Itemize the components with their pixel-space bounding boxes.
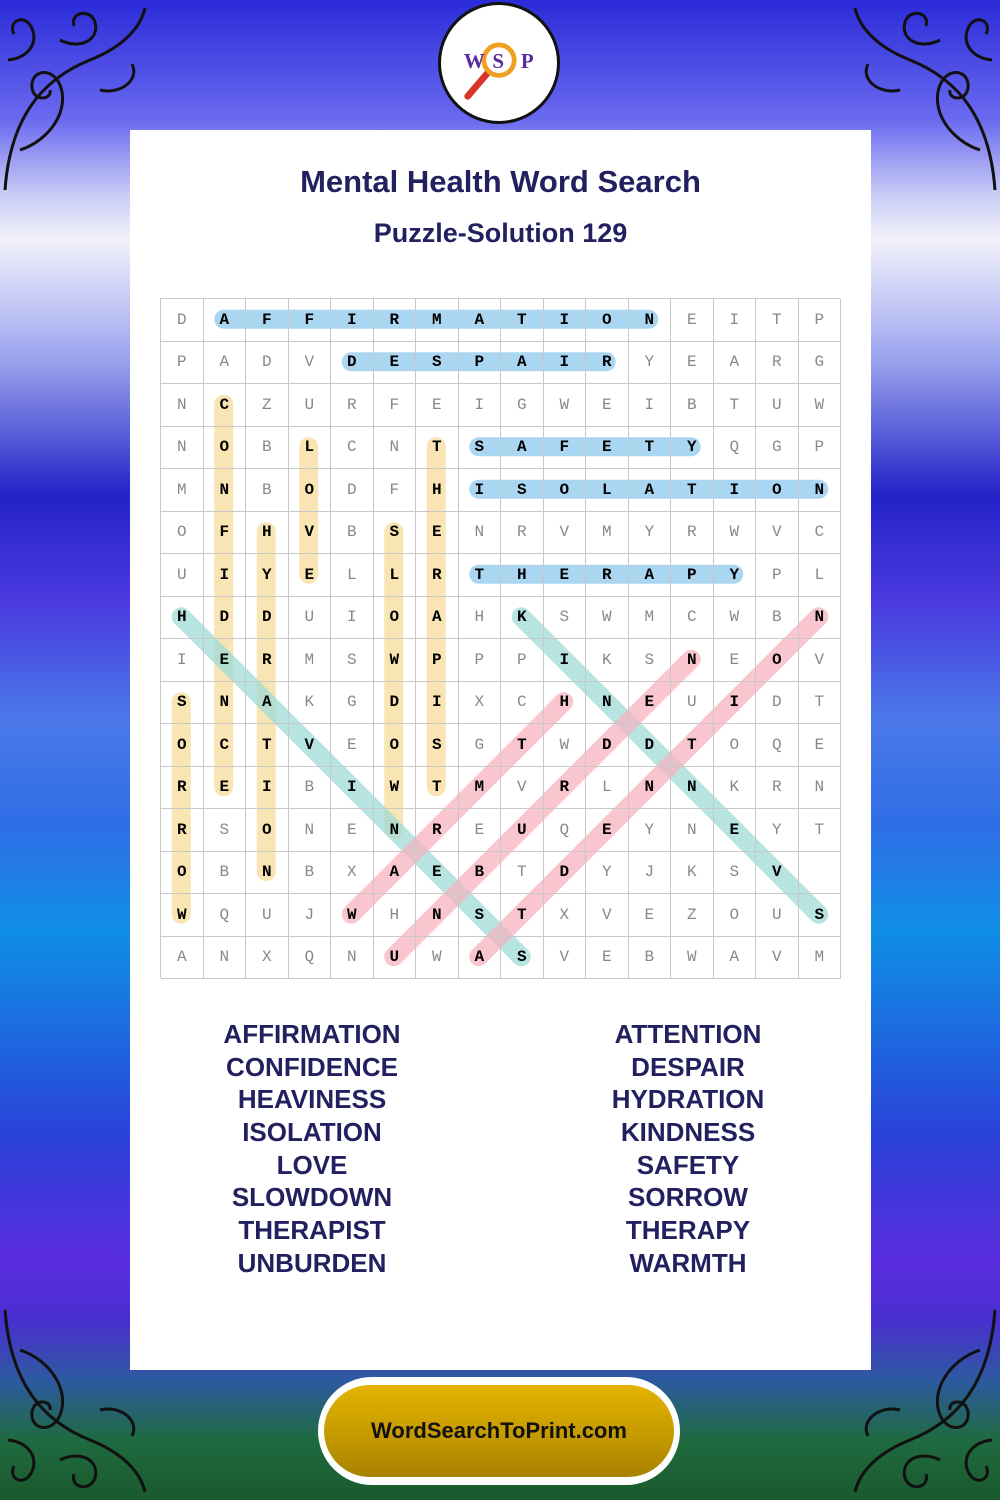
grid-cell[interactable]: I xyxy=(459,384,502,427)
grid-cell[interactable]: E xyxy=(416,384,459,427)
grid-cell[interactable]: F xyxy=(374,384,417,427)
grid-cell[interactable]: S xyxy=(416,724,459,767)
grid-cell[interactable]: S xyxy=(459,894,502,937)
grid-cell[interactable]: Y xyxy=(714,554,757,597)
grid-cell[interactable]: N xyxy=(161,427,204,470)
grid-cell[interactable]: D xyxy=(544,852,587,895)
grid-cell[interactable]: S xyxy=(204,809,247,852)
grid-cell[interactable]: P xyxy=(459,639,502,682)
grid-cell[interactable]: E xyxy=(331,724,374,767)
ornament-top-left xyxy=(0,0,150,200)
grid-cell[interactable]: F xyxy=(204,512,247,555)
grid-cell[interactable]: R xyxy=(586,342,629,385)
grid-cell[interactable]: S xyxy=(459,427,502,470)
word-item: HEAVINESS xyxy=(237,1084,387,1115)
grid-cell[interactable]: Y xyxy=(629,512,672,555)
grid-cell[interactable]: K xyxy=(671,852,714,895)
grid-cell[interactable]: R xyxy=(161,767,204,810)
grid-cell[interactable]: E xyxy=(416,512,459,555)
grid-cell[interactable]: T xyxy=(799,809,842,852)
grid-cell[interactable]: A xyxy=(629,469,672,512)
grid-cell[interactable]: K xyxy=(501,597,544,640)
grid-cell[interactable]: L xyxy=(331,554,374,597)
word-item: SAFETY xyxy=(636,1149,740,1180)
grid-cell[interactable]: D xyxy=(161,299,204,342)
grid-cell[interactable]: R xyxy=(586,554,629,597)
grid-cell[interactable]: T xyxy=(799,682,842,725)
grid-cell[interactable]: S xyxy=(799,894,842,937)
grid-cell[interactable]: E xyxy=(799,724,842,767)
grid-cell[interactable]: V xyxy=(799,639,842,682)
grid-cell[interactable]: A xyxy=(501,342,544,385)
word-item: THERAPIST xyxy=(238,1215,386,1246)
word-item: HYDRATION xyxy=(611,1084,765,1115)
grid-cell[interactable]: E xyxy=(204,639,247,682)
grid-cell[interactable]: N xyxy=(629,299,672,342)
grid-cell[interactable]: V xyxy=(756,852,799,895)
grid-cell[interactable]: U xyxy=(289,597,332,640)
grid-cell[interactable]: L xyxy=(289,427,332,470)
grid-cell[interactable]: N xyxy=(799,469,842,512)
grid-cell[interactable]: E xyxy=(629,682,672,725)
puzzle-panel xyxy=(130,130,871,1370)
grid-cell[interactable]: O xyxy=(714,894,757,937)
grid-cell[interactable]: O xyxy=(161,724,204,767)
grid-cell[interactable]: A xyxy=(459,299,502,342)
grid-cell[interactable]: H xyxy=(374,894,417,937)
grid-cell[interactable]: A xyxy=(246,682,289,725)
logo-letter-p: P xyxy=(520,48,534,73)
grid-cell[interactable]: P xyxy=(459,342,502,385)
grid-cell[interactable]: Q xyxy=(289,937,332,980)
grid-cell[interactable]: S xyxy=(629,639,672,682)
ornament-top-right xyxy=(850,0,1000,200)
grid-cell[interactable]: A xyxy=(416,597,459,640)
grid-cell[interactable]: V xyxy=(289,724,332,767)
grid-cell[interactable]: W xyxy=(586,597,629,640)
grid-cell[interactable]: C xyxy=(204,724,247,767)
grid-cell[interactable]: E xyxy=(586,427,629,470)
word-item: WARMTH xyxy=(629,1247,747,1278)
grid-cell[interactable]: R xyxy=(756,767,799,810)
grid-cell[interactable]: C xyxy=(799,512,842,555)
grid-cell[interactable]: M xyxy=(586,512,629,555)
grid-cell[interactable]: P xyxy=(161,342,204,385)
logo-letter-s: S xyxy=(492,48,504,73)
grid-cell[interactable]: H xyxy=(544,682,587,725)
grid-cell[interactable]: P xyxy=(756,554,799,597)
grid-cell[interactable]: P xyxy=(799,427,842,470)
grid-cell[interactable]: A xyxy=(629,554,672,597)
grid-cell[interactable]: A xyxy=(161,937,204,980)
grid-cell[interactable]: O xyxy=(756,639,799,682)
grid-cell[interactable]: Y xyxy=(756,809,799,852)
grid-cell[interactable]: X xyxy=(331,852,374,895)
grid-cell[interactable]: O xyxy=(161,512,204,555)
grid-cell[interactable]: O xyxy=(714,724,757,767)
grid-cell[interactable]: M xyxy=(629,597,672,640)
grid-cell[interactable]: S xyxy=(416,342,459,385)
grid-cell[interactable]: H xyxy=(459,597,502,640)
grid-cell[interactable]: I xyxy=(629,384,672,427)
grid-cell[interactable]: O xyxy=(161,852,204,895)
grid-cell[interactable]: U xyxy=(756,384,799,427)
grid-cell[interactable]: S xyxy=(501,937,544,980)
grid-cell[interactable]: A xyxy=(714,342,757,385)
grid-cell[interactable]: E xyxy=(671,299,714,342)
grid-cell[interactable]: O xyxy=(246,809,289,852)
grid-cell[interactable]: N xyxy=(459,512,502,555)
grid-cell[interactable]: E xyxy=(459,809,502,852)
grid-cell[interactable]: D xyxy=(246,342,289,385)
grid-cell[interactable]: B xyxy=(331,512,374,555)
grid-cell[interactable]: O xyxy=(204,427,247,470)
grid-cell[interactable]: R xyxy=(246,639,289,682)
word-list-left xyxy=(162,1018,462,1280)
grid-cell[interactable]: F xyxy=(289,299,332,342)
grid-cell[interactable]: H xyxy=(246,512,289,555)
grid-cell[interactable]: Q xyxy=(756,724,799,767)
grid-cell[interactable]: T xyxy=(459,554,502,597)
grid-cell[interactable]: R xyxy=(161,809,204,852)
grid-cell[interactable]: R xyxy=(544,767,587,810)
word-item: UNBURDEN xyxy=(237,1247,387,1278)
grid-cell[interactable]: Z xyxy=(246,384,289,427)
grid-cell[interactable]: D xyxy=(374,682,417,725)
letter-grid xyxy=(160,298,840,978)
grid-cell[interactable]: M xyxy=(459,767,502,810)
grid-cell[interactable]: Y xyxy=(246,554,289,597)
grid-cell[interactable]: I xyxy=(459,469,502,512)
grid-cell[interactable]: E xyxy=(331,809,374,852)
grid-cell[interactable]: S xyxy=(544,597,587,640)
grid-cell[interactable]: O xyxy=(374,724,417,767)
grid-cell[interactable]: F xyxy=(374,469,417,512)
grid-cell[interactable]: J xyxy=(289,894,332,937)
word-item: ATTENTION xyxy=(614,1019,762,1049)
grid-cell[interactable]: E xyxy=(714,639,757,682)
site-link-button[interactable] xyxy=(318,1377,680,1485)
grid-cell[interactable]: I xyxy=(204,554,247,597)
grid-cell[interactable]: I xyxy=(161,639,204,682)
grid-cell[interactable]: V xyxy=(544,512,587,555)
word-item: KINDNESS xyxy=(620,1117,756,1148)
grid-cell[interactable]: S xyxy=(331,639,374,682)
grid-cell[interactable]: M xyxy=(289,639,332,682)
grid-cell[interactable]: A xyxy=(204,299,247,342)
grid-cell[interactable]: M xyxy=(799,937,842,980)
grid-cell[interactable]: V xyxy=(756,937,799,980)
grid-cell[interactable]: B xyxy=(289,852,332,895)
grid-cell[interactable]: B xyxy=(459,852,502,895)
grid-cell[interactable]: D xyxy=(204,597,247,640)
grid-cell[interactable]: E xyxy=(289,554,332,597)
grid-cell[interactable]: E xyxy=(204,767,247,810)
grid-cell[interactable]: G xyxy=(756,427,799,470)
word-item: THERAPY xyxy=(625,1215,751,1246)
grid-cell[interactable]: D xyxy=(331,469,374,512)
grid-cell[interactable]: K xyxy=(289,682,332,725)
logo-letter-w: W xyxy=(463,48,485,73)
grid-cell[interactable]: S xyxy=(374,512,417,555)
grid-cell[interactable]: R xyxy=(756,342,799,385)
grid-cell[interactable]: E xyxy=(416,852,459,895)
grid-cell[interactable]: P xyxy=(416,639,459,682)
grid-cell[interactable]: C xyxy=(204,384,247,427)
grid-cell[interactable]: Z xyxy=(671,894,714,937)
grid-cell[interactable]: O xyxy=(586,299,629,342)
grid-cell[interactable]: O xyxy=(289,469,332,512)
word-item: LOVE xyxy=(276,1149,348,1180)
grid-cell[interactable]: H xyxy=(161,597,204,640)
grid-cell[interactable]: W xyxy=(671,937,714,980)
grid-cell[interactable]: I xyxy=(246,767,289,810)
grid-cell[interactable]: W xyxy=(714,512,757,555)
grid-cell[interactable]: U xyxy=(161,554,204,597)
grid-cell[interactable]: X xyxy=(459,682,502,725)
grid-cell[interactable]: I xyxy=(416,682,459,725)
grid-cell[interactable]: N xyxy=(799,767,842,810)
ornament-bottom-left xyxy=(0,1300,150,1500)
grid-cell[interactable]: R xyxy=(416,809,459,852)
grid-cell[interactable]: W xyxy=(374,767,417,810)
grid-cell[interactable]: R xyxy=(416,554,459,597)
grid-cell[interactable]: L xyxy=(374,554,417,597)
grid-cell[interactable]: W xyxy=(374,639,417,682)
grid-cell[interactable]: R xyxy=(501,512,544,555)
grid-cell[interactable]: E xyxy=(544,554,587,597)
grid-cell[interactable]: W xyxy=(161,894,204,937)
grid-cell[interactable]: X xyxy=(544,894,587,937)
grid-cell[interactable]: K xyxy=(714,767,757,810)
grid-cell[interactable]: L xyxy=(586,767,629,810)
grid-cell[interactable]: B xyxy=(671,384,714,427)
grid-cell[interactable]: D xyxy=(331,342,374,385)
grid-cell[interactable]: T xyxy=(714,384,757,427)
grid-cell[interactable]: F xyxy=(544,427,587,470)
grid-cell[interactable]: Y xyxy=(586,852,629,895)
grid-cell[interactable]: D xyxy=(756,682,799,725)
grid-cell[interactable]: N xyxy=(204,469,247,512)
grid-cell[interactable]: O xyxy=(544,469,587,512)
grid-cell[interactable]: B xyxy=(204,852,247,895)
grid-cell[interactable]: W xyxy=(544,724,587,767)
grid-cell[interactable]: V xyxy=(544,937,587,980)
grid-cell[interactable]: H xyxy=(501,554,544,597)
word-item: SLOWDOWN xyxy=(231,1182,393,1213)
grid-cell[interactable]: E xyxy=(586,809,629,852)
grid-cell[interactable]: Q xyxy=(204,894,247,937)
grid-cell[interactable]: N xyxy=(204,937,247,980)
grid-cell[interactable]: S xyxy=(161,682,204,725)
grid-cell[interactable]: O xyxy=(374,597,417,640)
grid-cell[interactable]: N xyxy=(374,427,417,470)
grid-cell[interactable]: T xyxy=(416,427,459,470)
ornament-bottom-right xyxy=(850,1300,1000,1500)
grid-cell[interactable]: P xyxy=(501,639,544,682)
grid-cell[interactable]: R xyxy=(374,299,417,342)
grid-cell[interactable]: D xyxy=(246,597,289,640)
grid-cell[interactable] xyxy=(799,852,842,895)
grid-cell[interactable]: I xyxy=(544,299,587,342)
grid-cell[interactable]: C xyxy=(331,427,374,470)
grid-cell[interactable]: Y xyxy=(629,809,672,852)
grid-cell[interactable]: L xyxy=(799,554,842,597)
grid-cell[interactable]: P xyxy=(799,299,842,342)
grid-cell[interactable]: U xyxy=(671,682,714,725)
grid-cell[interactable]: T xyxy=(756,299,799,342)
grid-cell[interactable]: N xyxy=(289,809,332,852)
grid-cell[interactable]: Q xyxy=(544,809,587,852)
grid-cell[interactable]: W xyxy=(544,384,587,427)
grid-cell[interactable]: I xyxy=(331,597,374,640)
grid-cell[interactable]: M xyxy=(161,469,204,512)
word-item: AFFIRMATION xyxy=(223,1019,401,1049)
grid-cell[interactable]: I xyxy=(331,299,374,342)
grid-cell[interactable]: E xyxy=(714,809,757,852)
grid-cell[interactable]: A xyxy=(459,937,502,980)
grid-cell[interactable]: E xyxy=(671,342,714,385)
grid-cell[interactable]: Y xyxy=(629,342,672,385)
grid-cell[interactable]: A xyxy=(374,852,417,895)
word-list-right xyxy=(538,1018,838,1280)
grid-cell[interactable]: N xyxy=(246,852,289,895)
grid-cell[interactable]: T xyxy=(501,894,544,937)
grid-cell[interactable]: N xyxy=(629,767,672,810)
grid-cell[interactable]: F xyxy=(246,299,289,342)
grid-cell[interactable]: T xyxy=(671,469,714,512)
grid-cell[interactable]: W xyxy=(331,894,374,937)
grid-cell[interactable]: W xyxy=(416,937,459,980)
grid-cell[interactable]: G xyxy=(799,342,842,385)
grid-cell[interactable]: K xyxy=(586,639,629,682)
grid-cell[interactable]: T xyxy=(501,724,544,767)
grid-cell[interactable]: R xyxy=(331,384,374,427)
grid-cell[interactable]: T xyxy=(501,299,544,342)
grid-cell[interactable]: N xyxy=(161,384,204,427)
grid-cell[interactable]: U xyxy=(501,809,544,852)
grid-cell[interactable]: N xyxy=(799,597,842,640)
grid-cell[interactable]: R xyxy=(671,512,714,555)
grid-cell[interactable]: B xyxy=(756,597,799,640)
grid-cell[interactable]: E xyxy=(586,937,629,980)
word-grid-area xyxy=(160,298,840,978)
grid-cell[interactable]: B xyxy=(629,937,672,980)
grid-cell[interactable]: U xyxy=(289,384,332,427)
grid-cell[interactable]: N xyxy=(586,682,629,725)
grid-cell[interactable]: D xyxy=(629,724,672,767)
site-logo[interactable] xyxy=(438,2,560,124)
grid-cell[interactable]: V xyxy=(756,512,799,555)
grid-cell[interactable]: W xyxy=(799,384,842,427)
grid-cell[interactable]: U xyxy=(756,894,799,937)
grid-cell[interactable]: J xyxy=(629,852,672,895)
grid-cell[interactable]: W xyxy=(714,597,757,640)
word-item: SORROW xyxy=(628,1182,748,1213)
site-link-label[interactable]: WordSearchToPrint.com xyxy=(324,1385,674,1477)
grid-cell[interactable]: U xyxy=(374,937,417,980)
page-subtitle: Puzzle-Solution 129 xyxy=(373,218,628,248)
word-item: CONFIDENCE xyxy=(226,1051,398,1082)
grid-cell[interactable]: Q xyxy=(714,427,757,470)
grid-cell[interactable]: N xyxy=(204,682,247,725)
grid-cell[interactable]: G xyxy=(501,384,544,427)
grid-cell[interactable]: T xyxy=(416,767,459,810)
grid-cell[interactable]: G xyxy=(331,682,374,725)
grid-cell[interactable]: E xyxy=(629,894,672,937)
grid-cell[interactable]: I xyxy=(544,342,587,385)
grid-cell[interactable]: I xyxy=(714,299,757,342)
grid-cell[interactable]: T xyxy=(501,852,544,895)
grid-cell[interactable]: D xyxy=(586,724,629,767)
grid-cell[interactable]: A xyxy=(204,342,247,385)
grid-cell[interactable]: T xyxy=(671,724,714,767)
grid-cell[interactable]: V xyxy=(586,894,629,937)
grid-cell[interactable]: U xyxy=(246,894,289,937)
grid-cell[interactable]: X xyxy=(246,937,289,980)
grid-cell[interactable]: B xyxy=(289,767,332,810)
grid-cell[interactable]: E xyxy=(374,342,417,385)
page-title: Mental Health Word Search xyxy=(300,164,701,199)
grid-cell[interactable]: N xyxy=(671,767,714,810)
grid-cell[interactable]: C xyxy=(671,597,714,640)
grid-cell[interactable]: C xyxy=(501,682,544,725)
grid-cell[interactable]: B xyxy=(246,469,289,512)
grid-cell[interactable]: N xyxy=(671,809,714,852)
grid-cell[interactable]: A xyxy=(714,937,757,980)
grid-cell[interactable]: T xyxy=(246,724,289,767)
grid-cell[interactable]: O xyxy=(756,469,799,512)
grid-cell[interactable]: V xyxy=(289,342,332,385)
grid-cell[interactable]: M xyxy=(416,299,459,342)
grid-cell[interactable]: N xyxy=(331,937,374,980)
grid-cell[interactable]: G xyxy=(459,724,502,767)
grid-cell[interactable]: B xyxy=(246,427,289,470)
grid-cell[interactable]: S xyxy=(501,469,544,512)
grid-cell[interactable]: L xyxy=(586,469,629,512)
grid-cell[interactable]: P xyxy=(671,554,714,597)
grid-cell[interactable]: I xyxy=(714,469,757,512)
grid-cell[interactable]: Y xyxy=(671,427,714,470)
grid-cell[interactable]: T xyxy=(629,427,672,470)
grid-cell[interactable]: I xyxy=(714,682,757,725)
grid-cell[interactable]: E xyxy=(586,384,629,427)
word-item: ISOLATION xyxy=(242,1117,382,1148)
grid-cell[interactable]: N xyxy=(671,639,714,682)
grid-cell[interactable]: A xyxy=(501,427,544,470)
grid-cell[interactable]: V xyxy=(289,512,332,555)
grid-cell[interactable]: N xyxy=(374,809,417,852)
grid-cell[interactable]: N xyxy=(416,894,459,937)
grid-cell[interactable]: I xyxy=(331,767,374,810)
word-item: DESPAIR xyxy=(631,1051,745,1082)
grid-cell[interactable]: I xyxy=(544,639,587,682)
grid-cell[interactable]: S xyxy=(714,852,757,895)
grid-cell[interactable]: H xyxy=(416,469,459,512)
grid-cell[interactable]: V xyxy=(501,767,544,810)
